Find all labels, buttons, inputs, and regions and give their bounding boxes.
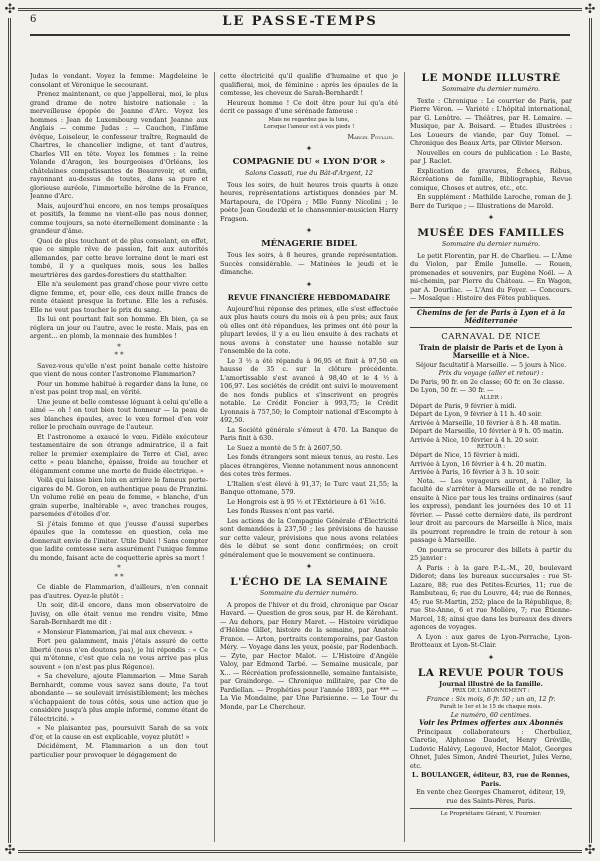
schedule-line: Départ de Nice, 15 février à midi. bbox=[410, 451, 520, 459]
section-title: L'ÉCHO DE LA SEMAINE bbox=[230, 576, 388, 588]
paragraph: Judas le vendant. Voyez la femme: Magdeleine le consolant et Véronique le secourant. bbox=[30, 72, 208, 89]
gerant-line: Le Propriétaire Gérant, V. Fournier. bbox=[410, 808, 572, 819]
header-rule bbox=[30, 34, 570, 36]
paragraph: « Ne plaisantez pas, poursuivit Sarah de sa voix d'or, et la cause en est explicable, voyez plutôt! » bbox=[30, 724, 208, 741]
column-3 bbox=[410, 72, 572, 842]
paragraph: Elle n'a seulement pas grand'chose pour vivre cette digne femme, et, pour elle, ces deux mille francs de rente étaient presque la fortune. Elle les a refusés. Elle ne veut pas toucher le prix du sang. bbox=[30, 280, 208, 314]
paragraph: Le Hongrois est à 95 ½ et l'Extérieure à 61 ⅞16. bbox=[227, 497, 386, 506]
column-separator bbox=[404, 72, 405, 842]
primes-line: Voir les Primes offertes aux Abonnés bbox=[418, 718, 564, 727]
paragraph: Et l'astronome a exaucé le vœu. Fidèle exécuteur testamentaire de son étrange admiratrice, il a fait relier le premier exemplaire de Terre et Ciel, avec cette « peau blanche, épaisse, froide au toucher et élégamment comme une morte de fluide électrique. » bbox=[30, 432, 208, 475]
section-subtitle: Journal illustré de la famille. bbox=[439, 679, 543, 688]
paragraph: Décidément, M. Flammarion a un don tout particulier pour provoquer le dégagement de bbox=[30, 742, 208, 759]
schedule-line: Départ de Lyon, 9 février à 11 h. 40 soir. bbox=[410, 410, 542, 418]
corner-ornament: ✣ bbox=[2, 2, 18, 18]
paragraph: Prenez maintenant, ce que j'appellerai, moi, le plus grand drame de notre histoire nationale : la merveilleuse épopée de Jeanne d'Arc. Voyez les hommes : Jean de Luxembourg vendant Jeanne aux Anglais — comme Judas : — Cauchon, l'infâme évêque, Loiseleur, le confesseur traître, Regnauld de Chartres, le chancelier indigne, et tant d'autres, Charles VII en tête. Voyez les femmes : la reine Yolande d'Aragon, les bourgeoises d'Orléans, les châtelaines compatissantes de Beaurevoir, et enfin, rayonnant au-dessus de toutes, dans sa pure et glorieuse auréole, l'immortelle héroïne de la France, Jeanne d'Arc. bbox=[30, 90, 208, 200]
paragraph: Les fonds Russes n'ont pas varié. bbox=[227, 507, 335, 515]
corner-ornament: ✣ bbox=[582, 2, 598, 18]
corner-ornament: ✣ bbox=[582, 843, 598, 859]
railway-banner: Chemins de fer de Paris à Lyon et à la Méditerranée bbox=[410, 307, 572, 328]
stars-divider: * * * bbox=[114, 564, 124, 581]
paragraph: Voilà qui laisse bien loin en arrière le fameux porte-cigares de M. Goron, en authentique peau de Pranzini. Un volume relié en peau de femme, « blanche, d'un grain superbe, inaltérable », avec tranches rouges, parsemées d'étoiles d'or. bbox=[30, 476, 208, 518]
parution-line: Paraît le 1er et le 15 de chaque mois. bbox=[439, 703, 543, 710]
signature: Marcel Poullin. bbox=[347, 132, 394, 141]
paragraph: Tous les soirs, de huit heures trois quarts à onze heures, représentations artistiques données par M. Martapoura, de l'Opéra ; Mlle Fanny Nicolini ; le poète Jean Goudezki et le chansonnier-musicien Harry Fragson. bbox=[220, 180, 398, 223]
train-title: Train de plaisir de Paris et de Lyon à Marseille et à Nice. bbox=[419, 342, 563, 360]
retour-label: RETOUR : bbox=[476, 444, 506, 450]
sale-line: En vente chez Georges Chamerot, éditeur, 19, rue des Saints-Pères, Paris. bbox=[416, 788, 566, 805]
price-line: De Lyon, 50 fr. — 30 fr. — bbox=[410, 386, 494, 394]
price-line: De Paris, 90 fr. en 2e classe; 60 fr. en 3e classe. bbox=[410, 377, 565, 386]
schedule-line: Départ de Paris, 9 février à midi. bbox=[410, 401, 517, 410]
paragraph: Explication de gravures, Échecs, Rébus, Récréations de famille, Bibliographie, Revue comique, Choses et autres, etc., etc. bbox=[410, 166, 572, 192]
page-title: LE PASSE-TEMPS bbox=[222, 14, 378, 29]
section-title: LE MONDE ILLUSTRÉ bbox=[421, 72, 561, 84]
price-label: Prix du voyage (aller et retour) : bbox=[438, 369, 544, 377]
divider-ornament: ✦ bbox=[487, 652, 495, 662]
paragraph: Mais, aujourd'hui encore, en nos temps prosaïques et positifs, la femme ne vient-elle pas nous donner, comme toujours, sa note éternellement dominante : la grandeur d'âme. bbox=[30, 201, 208, 235]
paragraph: Heureux homme ! Ce doit être pour lui qu'a été écrit ce passage d'une sérénade fameuse : bbox=[220, 98, 398, 115]
section-title: LA REVUE POUR TOUS bbox=[417, 666, 565, 679]
section-title: MÉNAGERIE BIDEL bbox=[261, 239, 357, 249]
schedule-line: Départ de Marseille, 10 février à 9 h. 05 matin. bbox=[410, 427, 564, 435]
paragraph: Un soir, dit-il encore, dans mon observatoire de Juvisy, on elle était venue me rendre visite, Mme Sarah-Bernhardt me dit : bbox=[30, 601, 208, 626]
paragraph: Le Suez a monté de 5 fr. à 2607,50. bbox=[227, 443, 343, 452]
schedule-line: Arrivée à Marseille, 10 février à 8 h. 48 matin. bbox=[410, 418, 562, 427]
paragraph: Quoi de plus touchant et de plus consolant, en effet, que ce simple rêve de passion, fait aux autorités allemandes, par cette brave lorraine dont le mari est tombé, il y a quelques mois, sous les balles meurtrières des gardes-forestiers du statthalter. bbox=[30, 236, 208, 279]
verse-line: Mais ne regardez pas la lune, bbox=[268, 116, 350, 123]
schedule-line: Arrivée à Nice, 10 février à 4 h. 20 soir. bbox=[410, 435, 539, 444]
page-header bbox=[30, 14, 570, 36]
paragraph: Fort peu galamment, mais j'étais assuré de cette liberté (nous n'en doutons pas), je lui répondis : « Ce qui m'étonne, c'est que cela ne vous arrive pas plus souvent » (on n'est pas plus Régence). bbox=[30, 637, 208, 671]
section-subtitle: Sommaire du dernier numéro. bbox=[259, 589, 359, 597]
divider-ornament: ✦ bbox=[305, 279, 313, 289]
paragraph: Une jeune et belle comtesse léguant à celui qu'elle a aimé — oh ! en tout bien tout honneur — la peau de ses blanches épaules, avec le vœu formel d'en voir relier le prochain ouvrage de l'auteur. bbox=[30, 397, 208, 431]
column-2 bbox=[220, 72, 398, 842]
divider-ornament: ✦ bbox=[305, 226, 313, 235]
paragraph: Si j'étais femme et que j'eusse d'aussi superbes épaules que la comtesse en question, cela me donnerait envie de l'imiter. Utile Dulci ! Sans compter que ladite comtesse sera assurément l'unique femme du monde, faisant acte de coquetterie après sa mort ! bbox=[30, 519, 208, 562]
paragraph: « Sa chevelure, ajoute Flammarion — Mme Sarah Bernhardt, comme vous savez sans doute, l'a tout abondante — se soulevait irrésistiblement; les mèches s'échappaient de tous côtés, sous une action que je considère jusqu'à plus ample informé, comme étant de l'électricité. » bbox=[30, 672, 208, 723]
paragraph: Savez-vous qu'elle n'est point banale cette histoire que vient de nous conter l'astronome Flammarion? bbox=[30, 361, 208, 378]
section-title: COMPAGNIE DU « LYON D'OR » bbox=[232, 157, 386, 167]
paragraph: On pourra se procurer des billets à partir du 25 janvier : bbox=[410, 545, 572, 562]
paragraph: Ce diable de Flammarion, d'ailleurs, n'en connait pas d'autres. Oyez-le plutôt : bbox=[30, 583, 208, 600]
stars-divider: * * * bbox=[114, 342, 124, 359]
sejour-line: Séjour facultatif à Marseille. — 5 jours à Nice. bbox=[415, 360, 567, 369]
paragraph: Le 3 ½ a été répandu à 96,95 et finit à 97,50 en hausse de 35 c. sur la clôture précédente. L'amortissable s'est avancé à 98,40 et le 4 ½ à 106,97. Les sociétés de crédit ont suivi le mouvement de nos fonds publics et s'inscrivent en progrès notable. Le Crédit Foncier à 993,75; le Crédit Lyonnais à 757,50; le Comptoir national d'Escompte à 492,50. bbox=[220, 356, 398, 424]
price-label: PRIX DE L'ABONNEMENT : bbox=[452, 688, 530, 694]
paragraph: Principaux collaborateurs : Cherbuliez, Claretie, Alphonse Daudet, Henry Gréville, Ludovic Halévy, Legouvé, Hector Malot, Georges Ohnet, Jules Simon, André Theuriet, Jules Verne, etc. bbox=[410, 727, 572, 770]
section-title: REVUE FINANCIÈRE HEBDOMADAIRE bbox=[227, 292, 391, 302]
paragraph: L'Italien s'est élevé à 91,37; le Turc vaut 21,55; la Banque ottomane, 579. bbox=[220, 479, 398, 496]
paragraph: A Paris : à la gare P.-L.-M., 20, boulevard Diderot; dans les bureaux succursales : rue St-Lazare, 88; rue des Petites-Écuries, 11; rue de Rambuteau, 6; rue du Louvre, 44; rue de Rennes, 45; rue St-Martin, 252; place de la République, 8; rue Ste-Anne, 6 et rue Molière, 7; rue Étienne-Marcel, 18; ainsi que dans les bureaux des divers agences de voyages. bbox=[410, 563, 572, 631]
paragraph: Texte : Chronique : Le courrier de Paris, par Pierre Véron. — Variété : L'hôpital international, par G. Lenôtre. — Théâtres, par H. Lemaire. — Musique, par A. Boisard. — Études illustrées : Les Loueurs de viande, par Guy Tomel. — Chronique des Beaux Arts, par Olivier Merson. bbox=[410, 96, 572, 147]
divider-ornament: ✦ bbox=[305, 562, 313, 571]
paragraph: Aujourd'hui réponse des primes, elle s'est effectuée aux plus hauts cours du mois où à peu près; aux faux où elles ont été répandues, les primes ont été pour la plupart levées, il y a eu lieu ensuite à des rachats et nous avons à constater une hausse notable sur l'ensemble de la cote. bbox=[220, 304, 398, 355]
paragraph: Nota. — Les voyageurs auront, à l'aller, la faculté de s'arrêter à Marseille et de ne rendre ensuite à Nice par tous les trains ordinaires (sauf les express), pendant les journées des 10 et 11 février. — Passé cette dernière date, ils perdront leur droit au parcours de Marseille à Nice, mais ils pourront reprendre le train de retour à son passage à Marseille. bbox=[410, 476, 572, 544]
section-title: MUSÉE DES FAMILLES bbox=[417, 227, 565, 239]
paragraph: « Monsieur Flammarion, j'ai mal aux cheveux. » bbox=[37, 627, 193, 636]
section-subtitle: Sommaire du dernier numéro. bbox=[441, 85, 541, 93]
paragraph: Le petit Florentin, par H. de Charlieu. — L'Âme du Violon, par Émile Jumelle. — Rouen, promenades et souvenirs, par Eugène Noël. — A mi-chemin, par Pierre du Château. — En Wagon, par A. Dourliac. — L'Ami du Foyer. — Concours. — Mosaïque : Histoire des Fêtes publiques. bbox=[410, 251, 572, 302]
paragraph: A Lyon : aux gares de Lyon-Perrache, Lyon-Brotteaux et Lyon-St-Clair. bbox=[410, 632, 572, 649]
paragraph: Ils lui ont pourtant fait son homme. Eh bien, ça se réglera un jour ou l'autre, avec le reste. Mais, pas en argent... en plomb, la monnaie des humbles ! bbox=[30, 315, 208, 340]
column-separator bbox=[214, 72, 215, 842]
column-1 bbox=[30, 72, 208, 842]
paragraph: Tous les soirs, à 8 heures, grande représentation. Succès considérable. — Matinées le jeudi et le dimanche. bbox=[220, 251, 398, 276]
section-title: CARNAVAL DE NICE bbox=[441, 331, 541, 342]
paragraph: Pour un homme habitué à regarder dans la lune, ce n'est pas point trop mal, en vérité. bbox=[30, 379, 208, 396]
paragraph: Nouvelles en cours de publication : Le Baste, par J. Raclet. bbox=[410, 148, 572, 165]
schedule-line: Arrivée à Paris, 16 février à 3 h. 10 soir. bbox=[410, 468, 540, 476]
aller-label: ALLER : bbox=[479, 394, 503, 401]
section-subtitle: Salons Cassati, rue du Bât-d'Argent, 12 bbox=[245, 169, 373, 177]
paragraph: cette électricité qu'il qualifie d'humaine et que je qualifierai, moi, de féminine : après les épaules de la comtesse, les cheveux de Sarah-Bernhardt ! bbox=[220, 72, 398, 97]
price-line: France : Six mois, 6 fr. 50 ; un an, 12 fr. bbox=[426, 695, 556, 703]
paragraph: La Société générale s'émeut à 470. La Banque de Paris finit à 630. bbox=[220, 425, 398, 442]
paragraph: Les fonds étrangers sont mieux tenus, au reste. Les places étrangères, Vienne notamment nous annoncent des cotes très fermes. bbox=[220, 453, 398, 478]
corner-ornament: ✣ bbox=[2, 843, 18, 859]
issue-price: Le numéro, 60 centimes. bbox=[450, 710, 532, 719]
divider-ornament: ✦ bbox=[305, 144, 313, 153]
divider-ornament: ✦ bbox=[487, 213, 495, 222]
verse-line: Lorsque l'amour est à vos pieds ! bbox=[263, 123, 355, 130]
paragraph: En supplément : Mathilde Laroche, roman de J. Berr de Turique ; — Illustrations de Marold. bbox=[410, 193, 572, 210]
paragraph: A propos de l'hiver et du froid, chronique par Oscar Havard. — Question de gros sous, par H. de Kérohant. — Au dehors, par Henry Maret. — Histoire véridique d'Hélène Gillet, histoire de la semaine, par Anatole France. — Arton, portraits contemporains, par Gaston Méry. — Voyage dans les yeux, poésie, par Rodenbach. — Zyte, par Hector Malot. — L'Histoire d'Angèle Valoy, par Edmond Tarbé. — Semaine musicale, par X... — Récréation professionnelle, semaine fantaisiste, par Graindorge. — Chronique militaire, par Cte de Pardiellan. — Prophéties pour l'année 1893, par *** — La Vie Mondaine, par Une Parisienne. — Le Tour du Monde, par Le Chercheur. bbox=[220, 600, 398, 711]
paragraph: Les actions de la Compagnie Générale d'Électricité sont demandées à 237,50 ; les prévisions de hausse sur cette valeur, prévisions que nous avons relatées dès le début se sont donc confirmées; on croit généralement que le mouvement se continuera. bbox=[220, 516, 398, 559]
section-subtitle: Sommaire du dernier numéro. bbox=[441, 240, 541, 248]
schedule-line: Arrivée à Lyon, 16 février à 4 h. 20 matin. bbox=[410, 459, 547, 468]
publisher-line: L. BOULANGER, éditeur, 83, rue de Rennes, Paris. bbox=[412, 771, 570, 788]
page-number: 6 bbox=[30, 14, 37, 25]
